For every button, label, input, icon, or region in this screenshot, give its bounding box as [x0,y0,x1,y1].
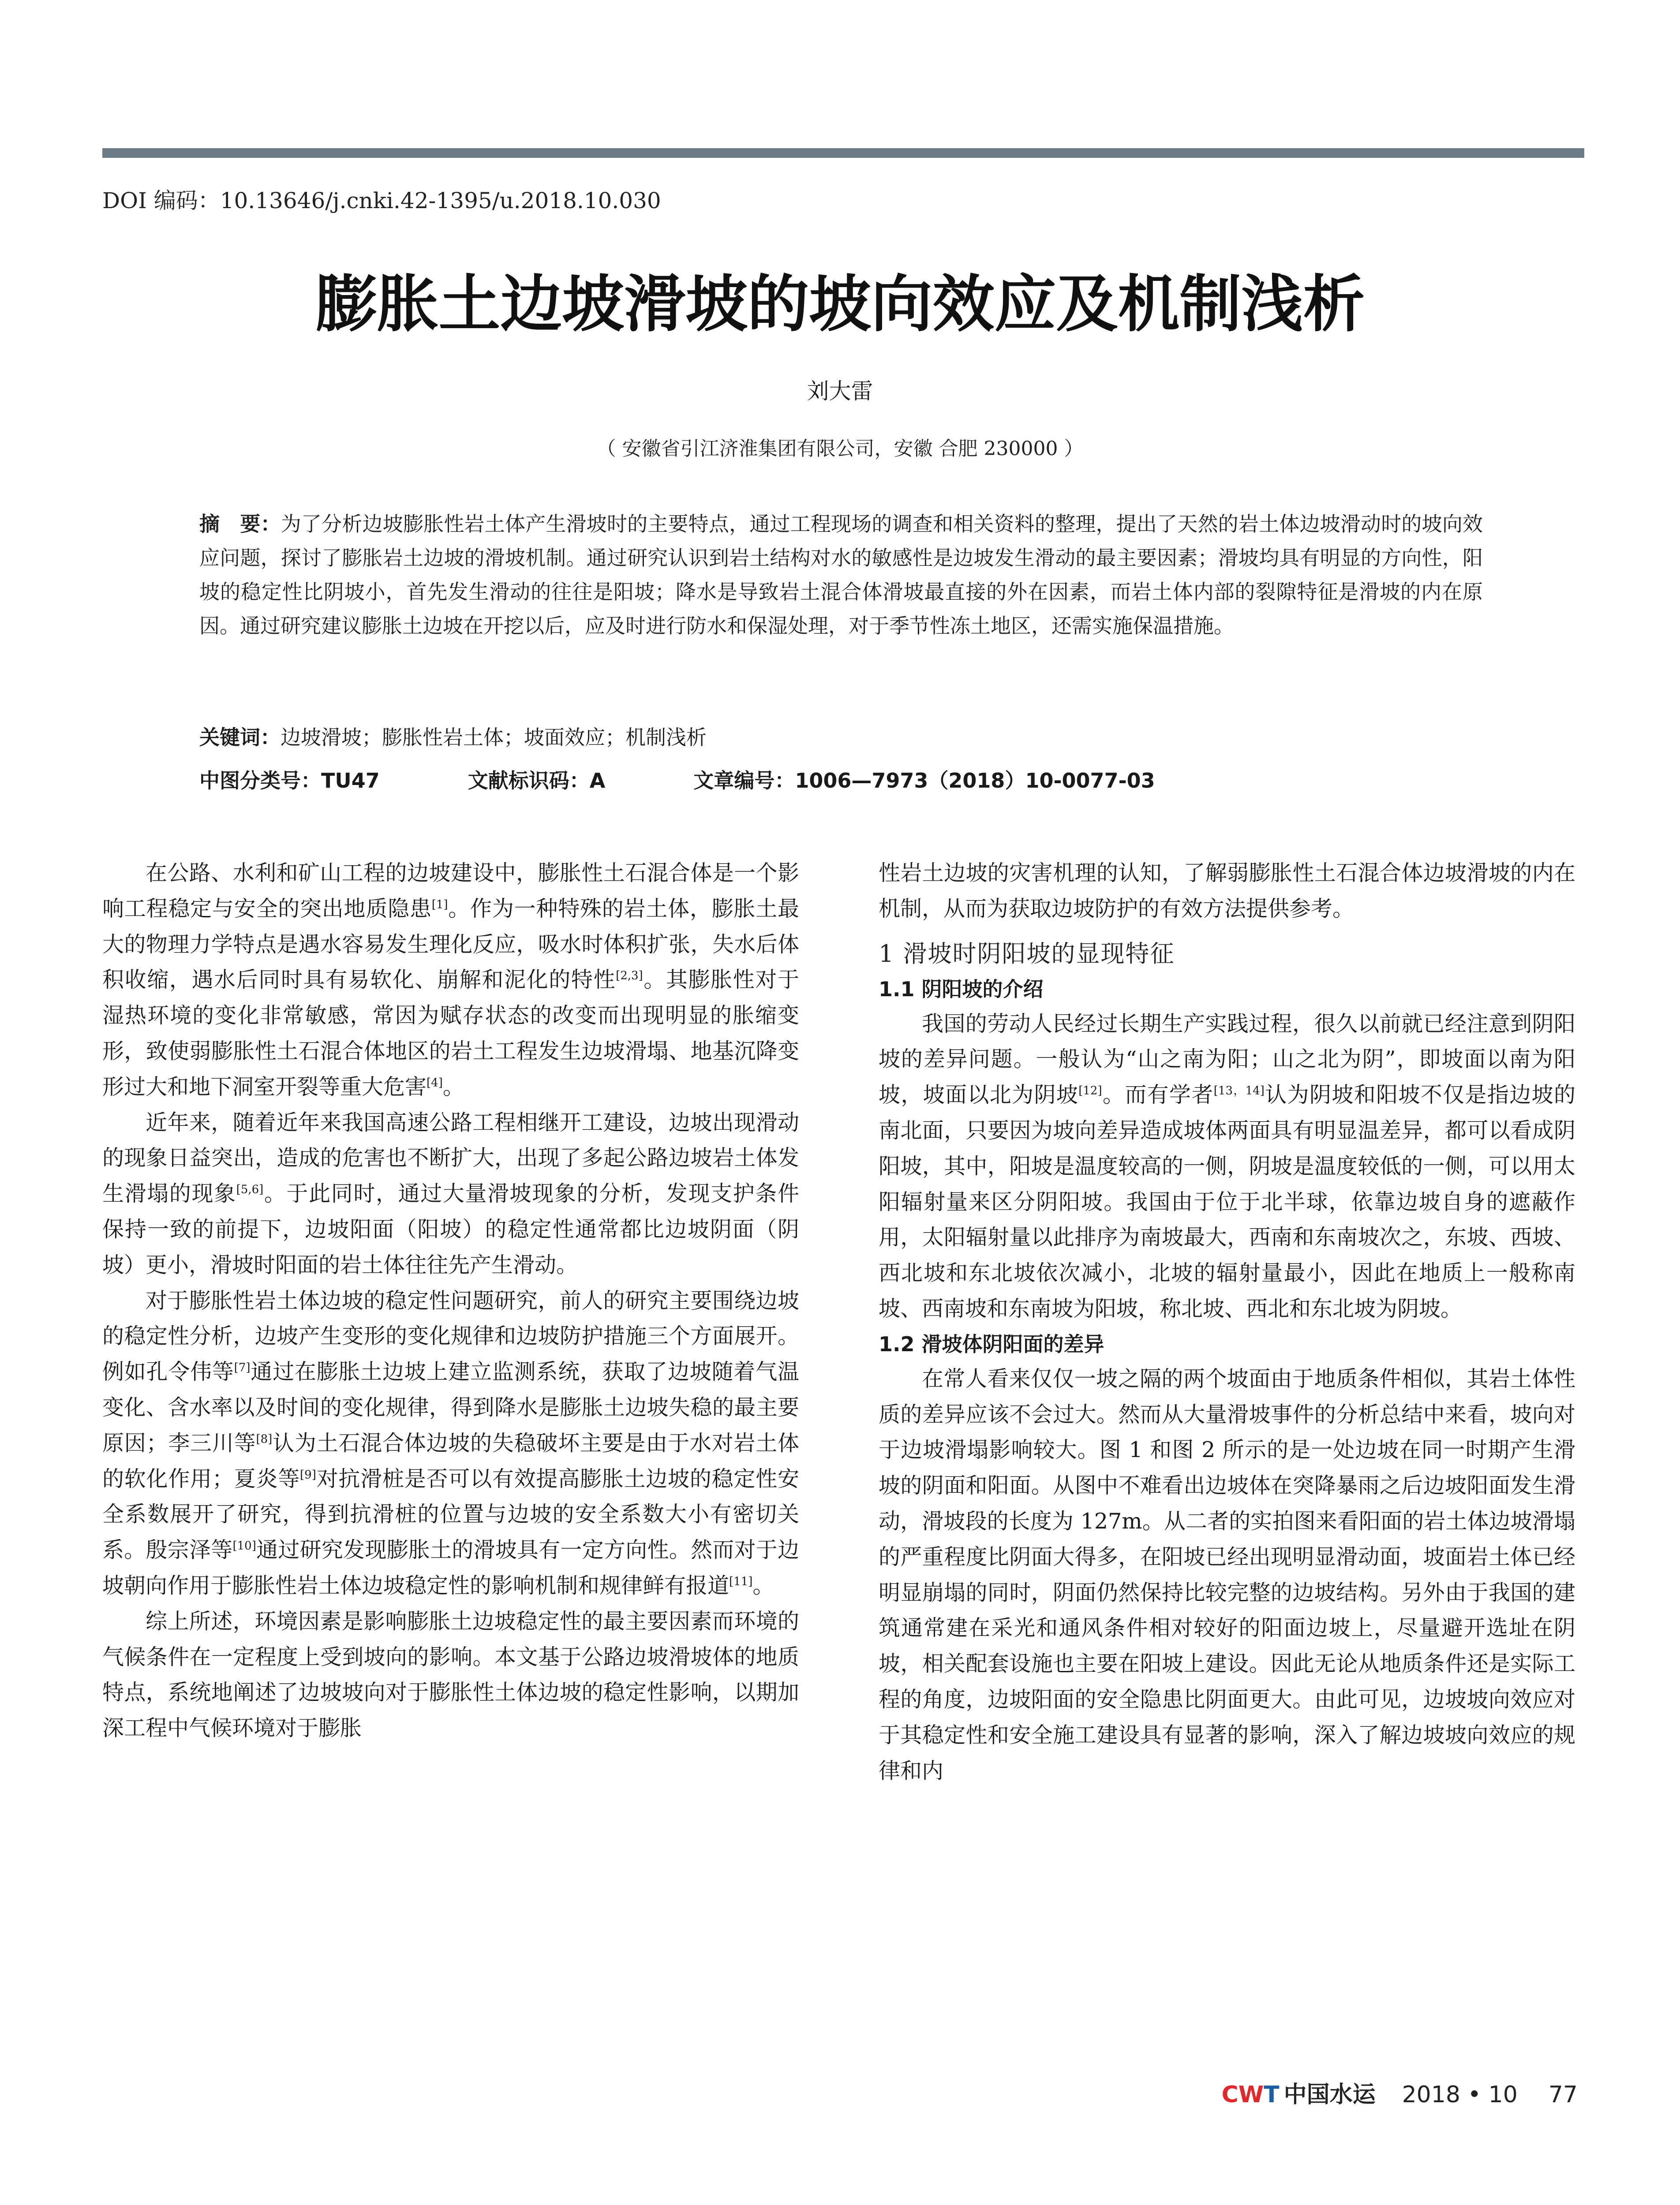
clc-label: 中图分类号： [199,769,321,792]
article-number-value: 1006—7973（2018）10-0077-03 [795,769,1155,792]
abstract-text: 为了分析边坡膨胀性岩土体产生滑坡时的主要特点，通过工程现场的调查和相关资料的整理，提出了天然的岩土体边坡滑动时的坡向效应问题，探讨了膨胀岩土边坡的滑坡机制。通过研究认识到岩土结构对水的敏感性是边坡发生滑动的最主要因素；滑坡均具有明显的方向性，阳坡的稳定性比阴坡小，首先发生滑动的往往是阳坡；降水是导致岩土混合体滑坡最直接的外在因素，而岩土体内部的裂隙特征是滑坡的内在原因。通过研究建议膨胀土边坡在开挖以后，应及时进行防水和保湿处理，对于季节性冻土地区，还需实施保温措施。 [199,512,1483,638]
issue-number: 2018 • 10 [1402,2082,1518,2108]
body-column-left [102,856,799,1746]
citation: [10] [232,1539,256,1553]
abstract-label: 摘 要： [199,512,281,536]
page-footer [1222,2079,1578,2110]
body-column-right [879,856,1575,1789]
paragraph-4: 综上所述，环境因素是影响膨胀土边坡稳定性的最主要因素而环境的气候条件在一定程度上受到坡向的影响。本文基于公路边坡滑坡体的地质特点，系统地阐述了边坡坡向对于膨胀性土体边坡的稳定性影响，以期加深工程中气候环境对于膨胀 [102,1608,799,1741]
section-1-2-heading: 1.2 滑坡体阴阳面的差异 [879,1332,1104,1356]
section-1-1-heading: 1.1 阴阳坡的介绍 [879,977,1044,1001]
doi-line: DOI 编码：10.13646/j.cnki.42-1395/u.2018.10.030 [102,188,661,213]
citation: [7] [234,1361,251,1375]
clc-value: TU47 [321,769,380,792]
citation: [12] [1078,1084,1102,1098]
citation: [11] [729,1575,753,1588]
paragraph-3: 对于膨胀性岩土体边坡的稳定性问题研究，前人的研究主要围绕边坡的稳定性分析，边坡产生变形的变化规律和边坡防护措施三个方面展开。例如孔令伟等[7]通过在膨胀土边坡上建立监测系统，获取了边坡随着气温变化、含水率以及时间的变化规律，得到降水是膨胀土边坡失稳的最主要原因；李三川等[8]认为土石混合体边坡的失稳破坏主要是由于水对岩土体的软化作用；夏炎等[9]对抗滑桩是否可以有效提高膨胀土边坡的稳定性安全系数展开了研究，得到抗滑桩的位置与边坡的安全系数大小有密切关系。殷宗泽等[10]通过研究发现膨胀土的滑坡具有一定方向性。然而对于边坡朝向作用于膨胀性岩土体边坡稳定性的影响机制和规律鲜有报道[11]。 [102,1288,799,1598]
section-1-heading: 1 滑坡时阴阳坡的显现特征 [879,939,1175,968]
journal-logo: CWT [1221,2082,1280,2108]
paragraph-6: 在常人看来仅仅一坡之隔的两个坡面由于地质条件相似，其岩土体性质的差异应该不会过大。然而从大量滑坡事件的分析总结中来看，坡向对于边坡滑塌影响较大。图 1 和图 2 所示的是一处边坡在同一时期产生滑坡的阴面和阳面。从图中不难看出边坡体在突降暴雨之后边坡阳面发生滑动，滑坡段的长度为 127m。从二者的实拍图来看阳面的岩土体边坡滑塌的严重程度比阴面大得多，在阳坡已经出现明显滑动面，坡面岩土体已经明显崩塌的同时，阴面仍然保持比较完整的边坡结构。另外由于我国的建筑通常建在采光和通风条件相对较好的阳面边坡上，尽量避开选址在阴坡，相关配套设施也主要在阳坡上建设。因此无论从地质条件还是实际工程的角度，边坡阳面的安全隐患比阴面更大。由此可见，边坡坡向效应对于其稳定性和安全施工建设具有显著的影响，深入了解边坡坡向效应的规律和内 [879,1366,1575,1783]
paragraph-1: 在公路、水利和矿山工程的边坡建设中，膨胀性土石混合体是一个影响工程稳定与安全的突出地质隐患[1]。作为一种特殊的岩土体，膨胀土最大的物理力学特点是遇水容易发生理化反应，吸水时体积扩张，失水后体积收缩，遇水后同时具有易软化、崩解和泥化的特性[2,3]。其膨胀性对于湿热环境的变化非常敏感，常因为赋存状态的改变而出现明显的胀缩变形，致使弱膨胀性土石混合体地区的岩土工程发生边坡滑塌、地基沉降变形过大和地下洞室开裂等重大危害[4]。 [102,860,799,1099]
keywords-label: 关键词： [199,725,281,749]
citation: [2,3] [616,969,643,983]
citation: [13，14] [1213,1084,1265,1098]
header-rule [102,148,1584,158]
journal-name: 中国水运 [1283,2081,1376,2108]
citation: [4] [427,1076,443,1090]
page-number: 77 [1548,2082,1578,2108]
article-title: 膨胀土边坡滑坡的坡向效应及机制浅析 [315,268,1365,340]
citation: [5,6] [236,1183,264,1196]
citation: [9] [300,1468,316,1482]
doc-code-value: A [589,769,606,792]
keywords-text: 边坡滑坡；膨胀性岩土体；坡面效应；机制浅析 [281,725,707,749]
paragraph-4-continued: 性岩土边坡的灾害机理的认知，了解弱膨胀性土石混合体边坡滑坡的内在机制，从而为获取边坡防护的有效方法提供参考。 [879,860,1575,921]
citation: [8] [256,1432,273,1446]
paragraph-5: 我国的劳动人民经过长期生产实践过程，很久以前就已经注意到阴阳坡的差异问题。一般认为“山之南为阳；山之北为阴”，即坡面以南为阳坡，坡面以北为阴坡[12]。而有学者[13，14]认为阴坡和阳坡不仅是指边坡的南北面，只要因为坡向差异造成坡体两面具有明显温差异，都可以看成阴阳坡，其中，阳坡是温度较高的一侧，阴坡是温度较低的一侧，可以用太阳辐射量来区分阴阳坡。我国由于位于北半球，依靠边坡自身的遮蔽作用，太阳辐射量以此排序为南坡最大，西南和东南坡次之，东坡、西坡、西北坡和东北坡依次减小，北坡的辐射量最小，因此在地质上一般称南坡、西南坡和东南坡为阳坡，称北坡、西北和东北坡为阴坡。 [879,1011,1575,1321]
abstract [199,507,1483,643]
classification-line [199,765,1155,796]
doc-code-label: 文献标识码： [468,769,590,792]
article-number-label: 文章编号： [693,769,795,792]
keywords [199,722,1483,753]
article-affiliation: （ 安徽省引江济淮集团有限公司，安徽 合肥 230000 ） [596,437,1084,460]
citation: [1] [431,898,448,912]
paragraph-2: 近年来，随着近年来我国高速公路工程相继开工建设，边坡出现滑动的现象日益突出，造成的危害也不断扩大，出现了多起公路边坡岩土体发生滑塌的现象[5,6]。于此同时，通过大量滑坡现象的分析，发现支护条件保持一致的前提下，边坡阳面（阳坡）的稳定性通常都比边坡阴面（阴坡）更小，滑坡时阳面的岩土体往往先产生滑动。 [102,1110,799,1278]
article-author: 刘大雷 [807,378,873,404]
